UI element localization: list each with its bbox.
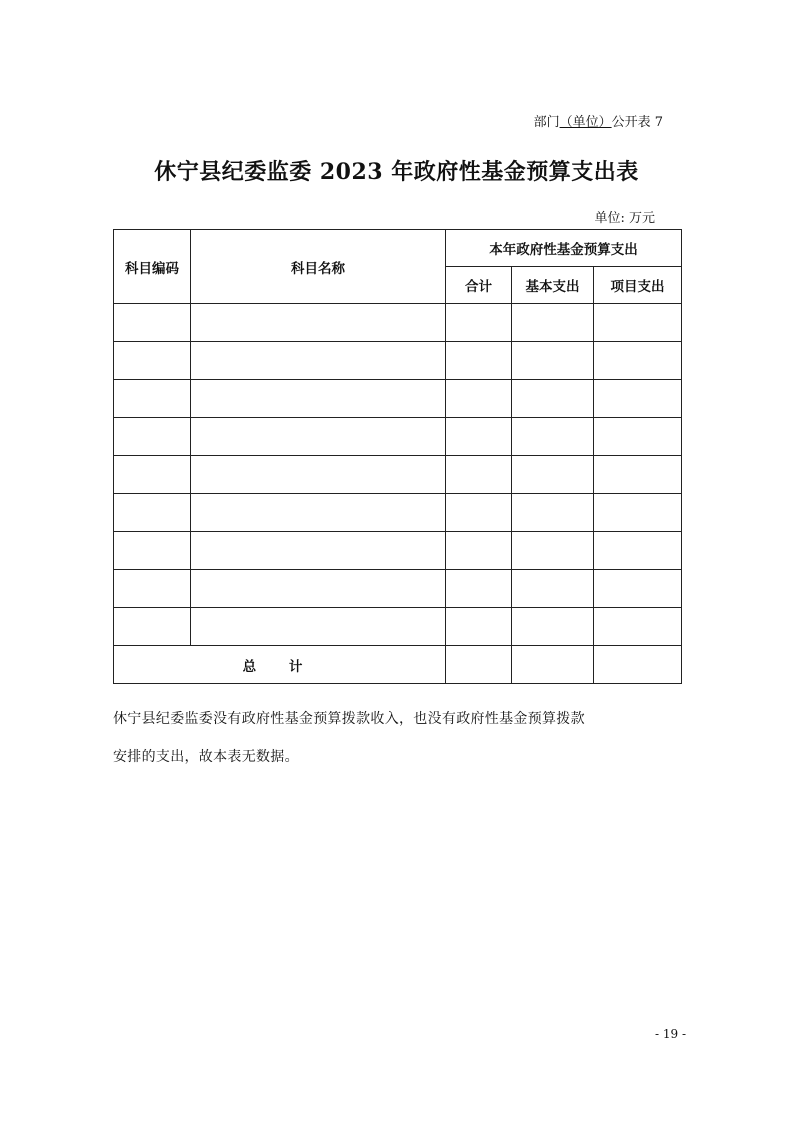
cell-total bbox=[446, 418, 512, 456]
table-row bbox=[114, 304, 682, 342]
cell-basic bbox=[512, 494, 594, 532]
cell-name bbox=[191, 418, 446, 456]
cell-project bbox=[594, 456, 682, 494]
cell-name bbox=[191, 342, 446, 380]
cell-project bbox=[594, 570, 682, 608]
total-cell-sum bbox=[446, 646, 512, 684]
table-row bbox=[114, 570, 682, 608]
col-header-code: 科目编码 bbox=[114, 230, 191, 304]
cell-total bbox=[446, 494, 512, 532]
cell-project bbox=[594, 342, 682, 380]
budget-table bbox=[113, 229, 682, 684]
table-row bbox=[114, 608, 682, 646]
total-row bbox=[114, 646, 682, 684]
cell-code bbox=[114, 418, 191, 456]
cell-basic bbox=[512, 304, 594, 342]
cell-project bbox=[594, 304, 682, 342]
cell-basic bbox=[512, 570, 594, 608]
note-line-1: 休宁县纪委监委没有政府性基金预算拨款收入，也没有政府性基金预算拨款 bbox=[113, 711, 585, 727]
col-header-project: 项目支出 bbox=[594, 267, 682, 304]
note-paragraph bbox=[113, 700, 693, 776]
table-row bbox=[114, 532, 682, 570]
col-header-basic: 基本支出 bbox=[512, 267, 594, 304]
cell-code bbox=[114, 342, 191, 380]
form-suffix: 公开表 7 bbox=[611, 115, 663, 130]
cell-name bbox=[191, 380, 446, 418]
form-number-label bbox=[0, 111, 663, 130]
cell-project bbox=[594, 608, 682, 646]
header-row-1 bbox=[114, 230, 682, 267]
cell-code bbox=[114, 608, 191, 646]
total-label: 总 计 bbox=[114, 646, 446, 684]
cell-name bbox=[191, 608, 446, 646]
cell-total bbox=[446, 304, 512, 342]
cell-code bbox=[114, 494, 191, 532]
cell-code bbox=[114, 456, 191, 494]
col-header-group: 本年政府性基金预算支出 bbox=[446, 230, 682, 267]
cell-basic bbox=[512, 380, 594, 418]
cell-total bbox=[446, 608, 512, 646]
cell-total bbox=[446, 342, 512, 380]
page-title: 休宁县纪委监委 2023 年政府性基金预算支出表 bbox=[154, 159, 639, 185]
cell-total bbox=[446, 456, 512, 494]
table-row bbox=[114, 494, 682, 532]
cell-basic bbox=[512, 456, 594, 494]
cell-name bbox=[191, 304, 446, 342]
col-header-name: 科目名称 bbox=[191, 230, 446, 304]
cell-code bbox=[114, 380, 191, 418]
cell-basic bbox=[512, 418, 594, 456]
total-cell-basic bbox=[512, 646, 594, 684]
table-row bbox=[114, 380, 682, 418]
cell-code bbox=[114, 532, 191, 570]
form-unit: （单位） bbox=[559, 115, 612, 130]
cell-total bbox=[446, 570, 512, 608]
cell-project bbox=[594, 418, 682, 456]
table-row bbox=[114, 342, 682, 380]
page-number: - 19 - bbox=[654, 1027, 686, 1041]
cell-project bbox=[594, 494, 682, 532]
form-prefix: 部门 bbox=[533, 115, 560, 130]
col-header-total: 合计 bbox=[446, 267, 512, 304]
cell-basic bbox=[512, 342, 594, 380]
cell-total bbox=[446, 380, 512, 418]
table-row bbox=[114, 418, 682, 456]
cell-name bbox=[191, 532, 446, 570]
cell-code bbox=[114, 570, 191, 608]
cell-name bbox=[191, 494, 446, 532]
cell-basic bbox=[512, 608, 594, 646]
unit-label: 单位: 万元 bbox=[594, 211, 655, 226]
table-row bbox=[114, 456, 682, 494]
cell-name bbox=[191, 456, 446, 494]
cell-project bbox=[594, 380, 682, 418]
cell-basic bbox=[512, 532, 594, 570]
cell-code bbox=[114, 304, 191, 342]
note-line-2: 安排的支出，故本表无数据。 bbox=[113, 749, 299, 765]
cell-project bbox=[594, 532, 682, 570]
total-cell-project bbox=[594, 646, 682, 684]
cell-name bbox=[191, 570, 446, 608]
cell-total bbox=[446, 532, 512, 570]
